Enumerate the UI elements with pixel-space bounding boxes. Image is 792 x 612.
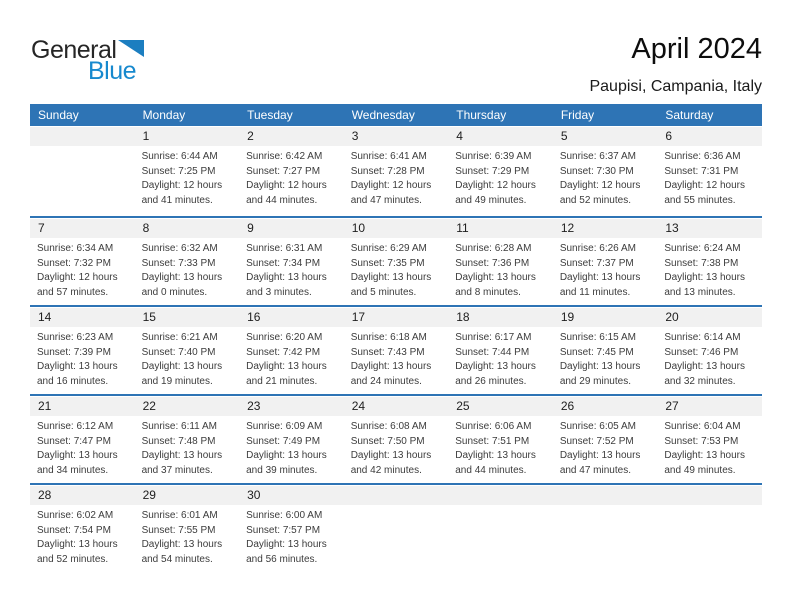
sunrise-text: Sunrise: 6:00 AM <box>246 510 323 521</box>
week-row <box>30 394 762 483</box>
daylight-text-2: and 24 minutes. <box>350 375 422 387</box>
daylight-text-1: Daylight: 13 hours <box>246 272 327 283</box>
sunrise-text: Sunrise: 6:14 AM <box>664 332 741 343</box>
daylight-text-1: Daylight: 12 hours <box>350 180 432 191</box>
daylight-text-1: Daylight: 13 hours <box>37 361 118 372</box>
daylight-text-1: Daylight: 13 hours <box>559 272 641 283</box>
day-cell-20 <box>657 327 762 389</box>
sunrise-text: Sunrise: 6:17 AM <box>455 332 532 343</box>
day-number-26: 26 <box>560 399 575 413</box>
day-number-7: 7 <box>38 221 45 235</box>
day-details-row <box>30 327 762 389</box>
sunset-text: Sunset: 7:36 PM <box>455 257 530 269</box>
sunset-text: Sunset: 7:55 PM <box>141 524 216 536</box>
empty-day-number <box>657 486 762 505</box>
day-cell-7 <box>30 238 135 300</box>
day-number-5: 5 <box>560 129 568 143</box>
sunset-text: Sunset: 7:50 PM <box>350 435 425 447</box>
day-cell-14 <box>30 327 135 389</box>
calendar-weeks <box>30 127 762 572</box>
empty-day-number <box>30 127 135 146</box>
daylight-text-2: and 55 minutes. <box>664 194 736 206</box>
day-cell-16 <box>239 327 344 389</box>
sunrise-text: Sunrise: 6:29 AM <box>350 243 427 254</box>
general-blue-logo <box>31 38 144 84</box>
sunrise-text: Sunrise: 6:34 AM <box>37 243 114 254</box>
day-cell-6 <box>657 146 762 208</box>
sunset-text: Sunset: 7:54 PM <box>37 524 111 536</box>
sunrise-text: Sunrise: 6:23 AM <box>37 332 114 343</box>
day-cell-4 <box>448 146 553 208</box>
sunrise-text: Sunrise: 6:09 AM <box>246 421 323 432</box>
day-cell-1 <box>135 146 240 208</box>
daylight-text-1: Daylight: 13 hours <box>664 361 745 372</box>
daylight-text-1: Daylight: 13 hours <box>141 539 223 550</box>
day-header-tuesday: Tuesday <box>247 108 293 122</box>
day-number-band <box>30 486 762 505</box>
day-cell-29 <box>135 505 240 567</box>
day-number-22: 22 <box>142 399 156 413</box>
day-cell-9 <box>239 238 344 300</box>
day-number-29: 29 <box>142 488 156 502</box>
logo-triangle-icon <box>118 40 144 57</box>
day-details-row <box>30 238 762 300</box>
day-number-3: 3 <box>351 129 359 143</box>
day-details-row <box>30 505 762 567</box>
daylight-text-2: and 3 minutes. <box>246 286 312 298</box>
day-number-6: 6 <box>665 129 673 143</box>
empty-day-cell <box>657 505 762 567</box>
daylight-text-2: and 29 minutes. <box>559 375 631 387</box>
daylight-text-2: and 47 minutes. <box>559 464 631 476</box>
daylight-text-2: and 0 minutes. <box>141 286 208 298</box>
daylight-text-1: Daylight: 13 hours <box>141 361 223 372</box>
daylight-text-1: Daylight: 13 hours <box>141 450 223 461</box>
day-number-25: 25 <box>456 399 470 413</box>
sunrise-text: Sunrise: 6:42 AM <box>246 151 323 162</box>
day-number-band <box>30 397 762 416</box>
day-cell-28 <box>30 505 135 567</box>
day-number-band <box>30 308 762 327</box>
daylight-text-2: and 11 minutes. <box>559 286 631 298</box>
empty-day-cell <box>30 146 135 208</box>
daylight-text-2: and 13 minutes. <box>664 286 736 298</box>
sunset-text: Sunset: 7:32 PM <box>37 257 111 269</box>
sunset-text: Sunset: 7:30 PM <box>559 165 634 177</box>
daylight-text-1: Daylight: 13 hours <box>350 272 432 283</box>
daylight-text-1: Daylight: 12 hours <box>141 180 223 191</box>
daylight-text-1: Daylight: 12 hours <box>455 180 536 191</box>
day-number-20: 20 <box>665 310 679 324</box>
day-number-24: 24 <box>351 399 366 413</box>
day-cell-3 <box>344 146 449 208</box>
day-header-sunday: Sunday <box>38 108 79 122</box>
day-header-friday: Friday <box>560 108 595 122</box>
day-number-11: 11 <box>456 221 469 235</box>
sunset-text: Sunset: 7:37 PM <box>559 257 634 269</box>
day-number-band <box>30 127 762 146</box>
sunrise-text: Sunrise: 6:05 AM <box>559 421 636 432</box>
month-title: April 2024 <box>631 33 762 65</box>
sunrise-text: Sunrise: 6:20 AM <box>246 332 323 343</box>
week-row <box>30 483 762 572</box>
sunrise-text: Sunrise: 6:44 AM <box>141 151 218 162</box>
day-number-28: 28 <box>38 488 52 502</box>
daylight-text-1: Daylight: 12 hours <box>246 180 327 191</box>
sunrise-text: Sunrise: 6:06 AM <box>455 421 532 432</box>
sunrise-text: Sunrise: 6:15 AM <box>559 332 636 343</box>
day-number-16: 16 <box>247 310 261 324</box>
day-details-row <box>30 146 762 208</box>
daylight-text-2: and 44 minutes. <box>246 194 318 206</box>
day-cell-15 <box>135 327 240 389</box>
day-cell-12 <box>553 238 658 300</box>
daylight-text-2: and 19 minutes. <box>141 375 213 387</box>
day-number-30: 30 <box>247 488 261 502</box>
empty-day-number <box>553 486 658 505</box>
daylight-text-2: and 42 minutes. <box>350 464 422 476</box>
sunrise-text: Sunrise: 6:12 AM <box>37 421 114 432</box>
location-subtitle: Paupisi, Campania, Italy <box>589 78 762 95</box>
day-cell-25 <box>448 416 553 478</box>
daylight-text-1: Daylight: 12 hours <box>559 180 641 191</box>
sunset-text: Sunset: 7:44 PM <box>455 346 530 358</box>
empty-day-number <box>344 486 449 505</box>
day-number-18: 18 <box>456 310 470 324</box>
sunset-text: Sunset: 7:38 PM <box>664 257 739 269</box>
day-number-23: 23 <box>247 399 261 413</box>
daylight-text-1: Daylight: 13 hours <box>246 450 327 461</box>
daylight-text-1: Daylight: 13 hours <box>350 450 432 461</box>
daylight-text-1: Daylight: 13 hours <box>37 539 118 550</box>
empty-day-cell <box>553 505 658 567</box>
day-cell-13 <box>657 238 762 300</box>
day-cell-19 <box>553 327 658 389</box>
sunrise-text: Sunrise: 6:39 AM <box>455 151 532 162</box>
sunset-text: Sunset: 7:43 PM <box>350 346 425 358</box>
daylight-text-1: Daylight: 13 hours <box>141 272 223 283</box>
day-number-10: 10 <box>351 221 366 235</box>
sunset-text: Sunset: 7:52 PM <box>559 435 634 447</box>
day-header-row <box>30 104 762 126</box>
sunset-text: Sunset: 7:25 PM <box>141 165 216 177</box>
daylight-text-1: Daylight: 12 hours <box>664 180 745 191</box>
daylight-text-1: Daylight: 13 hours <box>559 361 641 372</box>
daylight-text-1: Daylight: 13 hours <box>455 450 536 461</box>
day-number-band <box>30 219 762 238</box>
daylight-text-2: and 44 minutes. <box>455 464 527 476</box>
day-number-27: 27 <box>665 399 679 413</box>
daylight-text-2: and 54 minutes. <box>141 553 213 565</box>
day-cell-24 <box>344 416 449 478</box>
daylight-text-2: and 39 minutes. <box>246 464 318 476</box>
title-block <box>589 33 762 96</box>
sunrise-text: Sunrise: 6:21 AM <box>141 332 218 343</box>
day-number-21: 21 <box>38 399 52 413</box>
day-number-1: 1 <box>142 129 150 143</box>
daylight-text-1: Daylight: 13 hours <box>246 539 327 550</box>
sunrise-text: Sunrise: 6:37 AM <box>559 151 636 162</box>
daylight-text-2: and 56 minutes. <box>246 553 318 565</box>
day-cell-2 <box>239 146 344 208</box>
daylight-text-1: Daylight: 13 hours <box>350 361 432 372</box>
daylight-text-2: and 37 minutes. <box>141 464 213 476</box>
sunrise-text: Sunrise: 6:36 AM <box>664 151 741 162</box>
sunrise-text: Sunrise: 6:02 AM <box>37 510 114 521</box>
daylight-text-1: Daylight: 13 hours <box>455 361 536 372</box>
day-cell-8 <box>135 238 240 300</box>
sunset-text: Sunset: 7:48 PM <box>141 435 216 447</box>
day-cell-11 <box>448 238 553 300</box>
daylight-text-2: and 52 minutes. <box>559 194 631 206</box>
sunrise-text: Sunrise: 6:18 AM <box>350 332 427 343</box>
sunrise-text: Sunrise: 6:32 AM <box>141 243 218 254</box>
day-cell-18 <box>448 327 553 389</box>
logo-general-text: General <box>31 36 117 64</box>
sunrise-text: Sunrise: 6:08 AM <box>350 421 427 432</box>
day-details-row <box>30 416 762 478</box>
daylight-text-1: Daylight: 13 hours <box>664 450 745 461</box>
sunset-text: Sunset: 7:45 PM <box>559 346 634 358</box>
daylight-text-1: Daylight: 13 hours <box>559 450 641 461</box>
week-row <box>30 127 762 216</box>
day-number-8: 8 <box>142 221 150 235</box>
empty-day-cell <box>344 505 449 567</box>
sunset-text: Sunset: 7:33 PM <box>141 257 216 269</box>
sunrise-text: Sunrise: 6:28 AM <box>455 243 532 254</box>
daylight-text-2: and 49 minutes. <box>455 194 527 206</box>
sunrise-text: Sunrise: 6:04 AM <box>664 421 741 432</box>
daylight-text-2: and 49 minutes. <box>664 464 736 476</box>
daylight-text-2: and 5 minutes. <box>350 286 417 298</box>
day-number-14: 14 <box>38 310 52 324</box>
daylight-text-2: and 52 minutes. <box>37 553 109 565</box>
day-header-monday: Monday <box>142 108 186 122</box>
day-header-saturday: Saturday <box>665 108 714 122</box>
daylight-text-1: Daylight: 13 hours <box>664 272 745 283</box>
daylight-text-2: and 34 minutes. <box>37 464 109 476</box>
sunset-text: Sunset: 7:40 PM <box>141 346 216 358</box>
daylight-text-2: and 32 minutes. <box>664 375 736 387</box>
day-number-15: 15 <box>142 310 156 324</box>
sunset-text: Sunset: 7:34 PM <box>246 257 321 269</box>
day-cell-10 <box>344 238 449 300</box>
sunset-text: Sunset: 7:47 PM <box>37 435 111 447</box>
day-cell-23 <box>239 416 344 478</box>
sunrise-text: Sunrise: 6:01 AM <box>141 510 218 521</box>
day-number-4: 4 <box>456 129 463 143</box>
sunset-text: Sunset: 7:49 PM <box>246 435 321 447</box>
daylight-text-2: and 57 minutes. <box>37 286 109 298</box>
day-cell-5 <box>553 146 658 208</box>
sunrise-text: Sunrise: 6:41 AM <box>350 151 427 162</box>
sunset-text: Sunset: 7:53 PM <box>664 435 739 447</box>
day-number-12: 12 <box>560 221 575 235</box>
calendar-table <box>30 104 762 572</box>
empty-day-number <box>448 486 553 505</box>
day-header-thursday: Thursday <box>456 108 507 122</box>
sunset-text: Sunset: 7:27 PM <box>246 165 321 177</box>
sunset-text: Sunset: 7:57 PM <box>246 524 321 536</box>
sunrise-text: Sunrise: 6:31 AM <box>246 243 323 254</box>
sunset-text: Sunset: 7:31 PM <box>664 165 739 177</box>
sunset-text: Sunset: 7:29 PM <box>455 165 530 177</box>
day-number-9: 9 <box>247 221 254 235</box>
daylight-text-1: Daylight: 13 hours <box>37 450 118 461</box>
sunset-text: Sunset: 7:35 PM <box>350 257 425 269</box>
daylight-text-1: Daylight: 12 hours <box>37 272 118 283</box>
sunrise-text: Sunrise: 6:26 AM <box>559 243 636 254</box>
logo-blue-text: Blue <box>88 57 137 85</box>
day-cell-30 <box>239 505 344 567</box>
week-row <box>30 305 762 394</box>
daylight-text-2: and 16 minutes. <box>37 375 109 387</box>
day-cell-27 <box>657 416 762 478</box>
daylight-text-2: and 26 minutes. <box>455 375 527 387</box>
sunset-text: Sunset: 7:46 PM <box>664 346 739 358</box>
sunrise-text: Sunrise: 6:11 AM <box>141 421 217 432</box>
daylight-text-2: and 8 minutes. <box>455 286 521 298</box>
sunset-text: Sunset: 7:39 PM <box>37 346 111 358</box>
day-number-17: 17 <box>351 310 366 324</box>
sunset-text: Sunset: 7:51 PM <box>455 435 530 447</box>
day-number-13: 13 <box>665 221 679 235</box>
day-number-2: 2 <box>247 129 254 143</box>
day-cell-26 <box>553 416 658 478</box>
sunrise-text: Sunrise: 6:24 AM <box>664 243 741 254</box>
empty-day-cell <box>448 505 553 567</box>
daylight-text-2: and 41 minutes. <box>141 194 213 206</box>
day-cell-17 <box>344 327 449 389</box>
daylight-text-1: Daylight: 13 hours <box>246 361 327 372</box>
day-number-19: 19 <box>560 310 575 324</box>
week-row <box>30 216 762 305</box>
daylight-text-2: and 47 minutes. <box>350 194 422 206</box>
day-cell-22 <box>135 416 240 478</box>
sunset-text: Sunset: 7:28 PM <box>350 165 425 177</box>
daylight-text-1: Daylight: 13 hours <box>455 272 536 283</box>
sunset-text: Sunset: 7:42 PM <box>246 346 321 358</box>
day-cell-21 <box>30 416 135 478</box>
daylight-text-2: and 21 minutes. <box>246 375 318 387</box>
day-header-wednesday: Wednesday <box>351 108 415 122</box>
